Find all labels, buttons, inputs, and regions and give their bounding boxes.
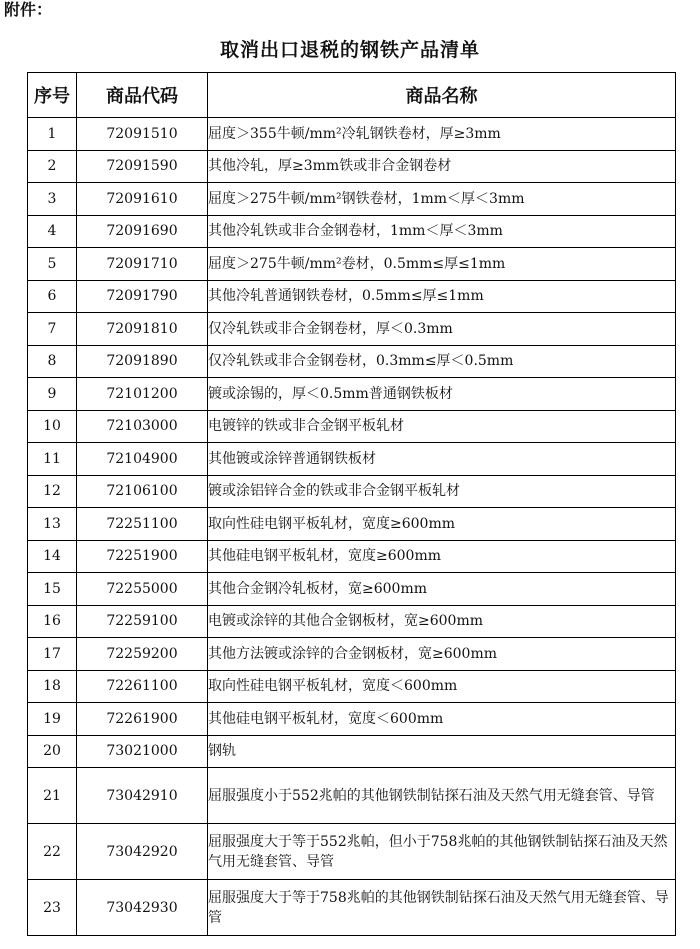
product-code-cell: 72091890 bbox=[77, 345, 208, 378]
table-row bbox=[28, 280, 676, 313]
product-name-cell: 电镀或涂锌的其他合金钢板材，宽≥600mm bbox=[208, 605, 676, 638]
table-row bbox=[28, 824, 676, 880]
product-code-cell: 72091810 bbox=[77, 313, 208, 346]
product-name-cell: 镀或涂锡的，厚＜0.5mm普通钢铁板材 bbox=[208, 378, 676, 411]
product-code-cell: 73042930 bbox=[77, 880, 208, 936]
table-row bbox=[28, 443, 676, 476]
table-row bbox=[28, 638, 676, 671]
product-code-cell: 72259100 bbox=[77, 605, 208, 638]
serial-number-cell: 15 bbox=[28, 573, 77, 606]
serial-number-cell: 3 bbox=[28, 183, 77, 216]
serial-number-cell: 2 bbox=[28, 150, 77, 183]
product-code-cell: 72091590 bbox=[77, 150, 208, 183]
table-row bbox=[28, 475, 676, 508]
serial-number-cell: 6 bbox=[28, 280, 77, 313]
table-row bbox=[28, 183, 676, 216]
table-row bbox=[28, 768, 676, 824]
table-row bbox=[28, 540, 676, 573]
serial-number-cell: 7 bbox=[28, 313, 77, 346]
product-code-cell: 72255000 bbox=[77, 573, 208, 606]
product-code-cell: 72251100 bbox=[77, 508, 208, 541]
product-name-cell: 屈度＞355牛顿/mm²冷轧钢铁卷材，厚≥3mm bbox=[208, 118, 676, 151]
product-name-cell: 其他合金钢冷轧板材，宽≥600mm bbox=[208, 573, 676, 606]
product-name-cell: 其他冷轧普通钢铁卷材，0.5mm≤厚≤1mm bbox=[208, 280, 676, 313]
table-row bbox=[28, 880, 676, 936]
serial-number-cell: 9 bbox=[28, 378, 77, 411]
product-code-cell: 72101200 bbox=[77, 378, 208, 411]
table-row bbox=[28, 703, 676, 736]
product-code-cell: 72259200 bbox=[77, 638, 208, 671]
table-row bbox=[28, 150, 676, 183]
product-code-cell: 72091790 bbox=[77, 280, 208, 313]
header-product-name: 商品名称 bbox=[208, 73, 676, 118]
serial-number-cell: 13 bbox=[28, 508, 77, 541]
serial-number-cell: 20 bbox=[28, 735, 77, 768]
product-code-cell: 72251900 bbox=[77, 540, 208, 573]
serial-number-cell: 4 bbox=[28, 215, 77, 248]
serial-number-cell: 14 bbox=[28, 540, 77, 573]
product-name-cell: 屈服强度大于等于552兆帕，但小于758兆帕的其他钢铁制钻探石油及天然气用无缝套管、导管 bbox=[208, 824, 676, 880]
serial-number-cell: 23 bbox=[28, 880, 77, 936]
table-row bbox=[28, 378, 676, 411]
product-code-cell: 72104900 bbox=[77, 443, 208, 476]
product-code-cell: 73021000 bbox=[77, 735, 208, 768]
product-name-cell: 仅冷轧铁或非合金钢卷材，0.3mm≤厚＜0.5mm bbox=[208, 345, 676, 378]
product-code-cell: 72106100 bbox=[77, 475, 208, 508]
serial-number-cell: 5 bbox=[28, 248, 77, 281]
product-code-cell: 72103000 bbox=[77, 410, 208, 443]
product-name-cell: 电镀锌的铁或非合金钢平板轧材 bbox=[208, 410, 676, 443]
product-code-cell: 72261100 bbox=[77, 670, 208, 703]
product-name-cell: 屈度＞275牛顿/mm²钢铁卷材，1mm＜厚＜3mm bbox=[208, 183, 676, 216]
product-name-cell: 钢轨 bbox=[208, 735, 676, 768]
product-name-cell: 其他方法镀或涂锌的合金钢板材，宽≥600mm bbox=[208, 638, 676, 671]
product-name-cell: 镀或涂铝锌合金的铁或非合金钢平板轧材 bbox=[208, 475, 676, 508]
product-name-cell: 取向性硅电钢平板轧材，宽度≥600mm bbox=[208, 508, 676, 541]
serial-number-cell: 1 bbox=[28, 118, 77, 151]
product-name-cell: 屈服强度小于552兆帕的其他钢铁制钻探石油及天然气用无缝套管、导管 bbox=[208, 768, 676, 824]
table-row bbox=[28, 735, 676, 768]
product-code-cell: 72091710 bbox=[77, 248, 208, 281]
product-name-cell: 其他冷轧，厚≥3mm铁或非合金钢卷材 bbox=[208, 150, 676, 183]
table-row bbox=[28, 215, 676, 248]
table-header-row bbox=[28, 73, 676, 118]
product-code-cell: 73042910 bbox=[77, 768, 208, 824]
serial-number-cell: 18 bbox=[28, 670, 77, 703]
product-table bbox=[27, 72, 676, 936]
table-row bbox=[28, 313, 676, 346]
serial-number-cell: 12 bbox=[28, 475, 77, 508]
table-body bbox=[28, 118, 676, 936]
table-row bbox=[28, 118, 676, 151]
table-row bbox=[28, 248, 676, 281]
serial-number-cell: 11 bbox=[28, 443, 77, 476]
serial-number-cell: 16 bbox=[28, 605, 77, 638]
product-code-cell: 73042920 bbox=[77, 824, 208, 880]
product-code-cell: 72091510 bbox=[77, 118, 208, 151]
product-code-cell: 72091610 bbox=[77, 183, 208, 216]
table-row bbox=[28, 670, 676, 703]
header-serial-number: 序号 bbox=[28, 73, 77, 118]
product-name-cell: 取向性硅电钢平板轧材，宽度＜600mm bbox=[208, 670, 676, 703]
attachment-label: 附件： bbox=[4, 0, 53, 19]
serial-number-cell: 17 bbox=[28, 638, 77, 671]
table-row bbox=[28, 605, 676, 638]
product-name-cell: 屈度＞275牛顿/mm²卷材，0.5mm≤厚≤1mm bbox=[208, 248, 676, 281]
serial-number-cell: 8 bbox=[28, 345, 77, 378]
serial-number-cell: 21 bbox=[28, 768, 77, 824]
serial-number-cell: 10 bbox=[28, 410, 77, 443]
table-row bbox=[28, 508, 676, 541]
product-name-cell: 其他镀或涂锌普通钢铁板材 bbox=[208, 443, 676, 476]
product-name-cell: 屈服强度大于等于758兆帕的其他钢铁制钻探石油及天然气用无缝套管、导管 bbox=[208, 880, 676, 936]
product-code-cell: 72091690 bbox=[77, 215, 208, 248]
product-name-cell: 其他硅电钢平板轧材，宽度＜600mm bbox=[208, 703, 676, 736]
serial-number-cell: 19 bbox=[28, 703, 77, 736]
serial-number-cell: 22 bbox=[28, 824, 77, 880]
header-product-code: 商品代码 bbox=[77, 73, 208, 118]
product-name-cell: 其他硅电钢平板轧材，宽度≥600mm bbox=[208, 540, 676, 573]
table-row bbox=[28, 410, 676, 443]
product-code-cell: 72261900 bbox=[77, 703, 208, 736]
product-name-cell: 仅冷轧铁或非合金钢卷材，厚＜0.3mm bbox=[208, 313, 676, 346]
table-row bbox=[28, 345, 676, 378]
document-title: 取消出口退税的钢铁产品清单 bbox=[219, 39, 480, 61]
table-row bbox=[28, 573, 676, 606]
product-name-cell: 其他冷轧铁或非合金钢卷材，1mm＜厚＜3mm bbox=[208, 215, 676, 248]
